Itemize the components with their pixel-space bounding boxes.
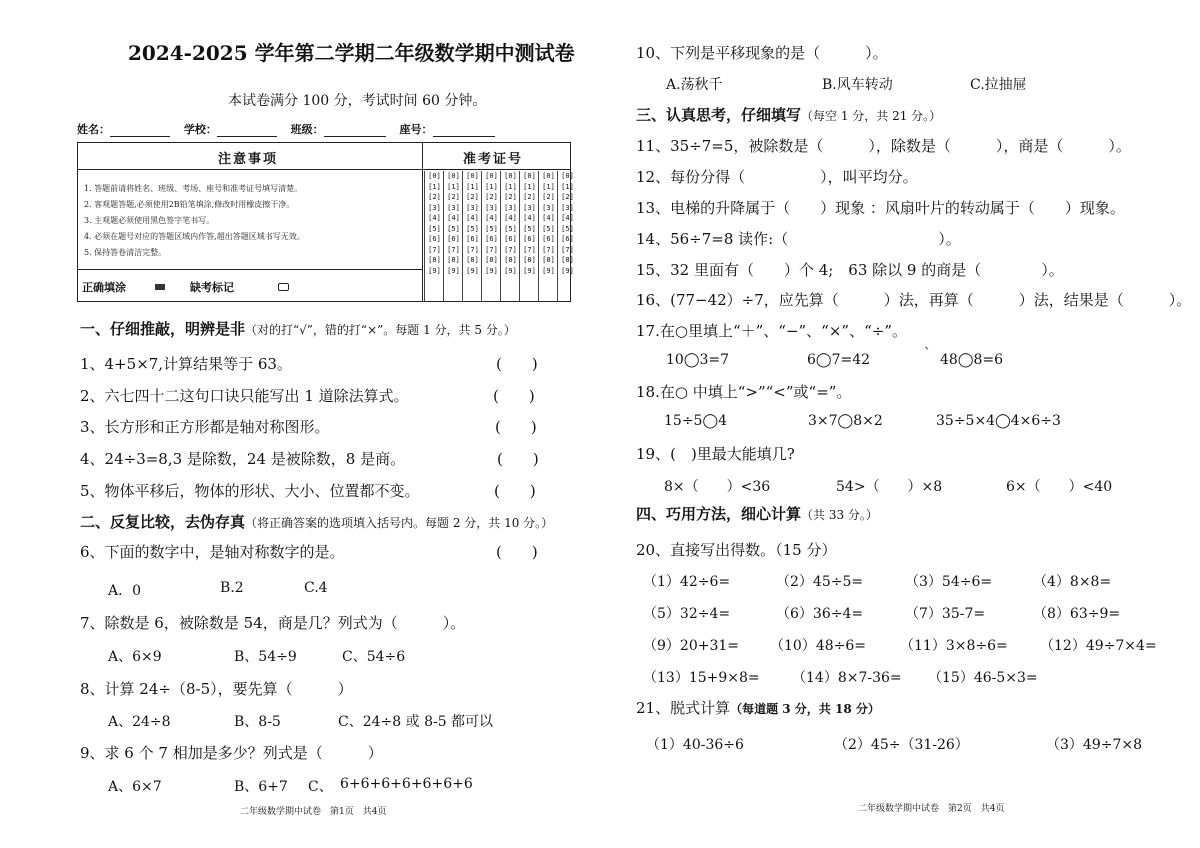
student-info-row bbox=[77, 121, 495, 137]
q6-option-c: C.4 bbox=[304, 580, 328, 596]
id-digit-bubble[interactable]: [1] bbox=[466, 182, 479, 191]
id-digit-bubble[interactable]: [5] bbox=[428, 224, 441, 233]
exam-id-header: 准考证号 bbox=[463, 152, 524, 167]
q19-item-1: 8×（ ）<36 bbox=[664, 479, 771, 495]
notice-rules-line bbox=[78, 269, 422, 270]
section4-heading bbox=[636, 503, 878, 524]
calc-item: （15）46-5×3= bbox=[928, 670, 1038, 686]
exam-subtitle: 本试卷满分 100 分，考试时间 60 分钟。 bbox=[228, 93, 487, 109]
notice-rules bbox=[84, 181, 305, 261]
calc-item: （9）20+31= bbox=[643, 638, 739, 654]
id-digit-bubble[interactable]: [5] bbox=[466, 224, 479, 233]
id-digit-bubble[interactable]: [7] bbox=[485, 245, 498, 254]
q10-option-b: B.风车转动 bbox=[822, 77, 893, 93]
school-label: 学校： bbox=[183, 123, 217, 136]
q9-option-b: B、6+7 bbox=[234, 779, 288, 795]
calc-item: （3）54÷6= bbox=[905, 574, 993, 590]
id-digit-bubble[interactable]: [2] bbox=[504, 193, 517, 201]
q21-item-1: （1）40-36÷6 bbox=[646, 737, 744, 753]
exam-id-grid bbox=[422, 169, 572, 303]
q18-item-3: 35÷5×4◯4×6÷3 bbox=[936, 413, 1061, 429]
q7-option-a: A、6×9 bbox=[108, 649, 162, 665]
id-digit-bubble[interactable]: [9] bbox=[561, 266, 574, 275]
id-digit-bubble[interactable]: [2] bbox=[485, 193, 498, 201]
school-field[interactable] bbox=[217, 124, 277, 137]
id-digit-bubble[interactable]: [0] bbox=[466, 172, 479, 180]
answer-paren-4[interactable]: ( ) bbox=[497, 450, 539, 468]
q17-item-2: 6◯7=42 bbox=[807, 352, 871, 368]
q8-option-a: A、24÷8 bbox=[108, 714, 171, 730]
id-digit-bubble[interactable]: [3] bbox=[485, 203, 498, 212]
id-column[interactable] bbox=[538, 171, 558, 301]
id-digit-bubble[interactable]: [0] bbox=[542, 172, 555, 180]
id-digit-bubble[interactable]: [4] bbox=[542, 214, 555, 222]
id-digit-bubble[interactable]: [3] bbox=[523, 203, 536, 212]
id-column[interactable] bbox=[443, 171, 463, 301]
id-digit-bubble[interactable]: [5] bbox=[561, 224, 574, 233]
calc-item: （5）32÷4= bbox=[643, 606, 731, 622]
calc-item: （4）8×8= bbox=[1033, 574, 1112, 590]
question-19: 19、( )里最大能填几? bbox=[636, 445, 795, 463]
q6-option-b: B.2 bbox=[220, 580, 244, 596]
seat-label: 座号： bbox=[399, 123, 433, 136]
id-column[interactable] bbox=[557, 171, 577, 301]
question-6: 6、下面的数字中，是轴对称数字的是。 bbox=[80, 543, 345, 561]
id-digit-bubble[interactable]: [4] bbox=[466, 214, 479, 222]
id-digit-bubble[interactable]: [0] bbox=[523, 172, 536, 180]
id-digit-bubble[interactable]: [4] bbox=[428, 214, 441, 222]
id-digit-bubble[interactable]: [4] bbox=[485, 214, 498, 222]
id-digit-bubble[interactable]: [6] bbox=[542, 235, 555, 243]
calc-item: （10）48÷6= bbox=[770, 638, 866, 654]
question-20: 20、直接写出得数。（15 分） bbox=[636, 541, 837, 559]
section2-title: 二、反复比较，去伪存真 bbox=[80, 513, 246, 531]
id-digit-bubble[interactable]: [8] bbox=[561, 256, 574, 264]
class-label: 班级： bbox=[290, 123, 324, 136]
id-digit-bubble[interactable]: [9] bbox=[523, 266, 536, 275]
question-1: 1、4+5×7,计算结果等于 63。 bbox=[80, 355, 292, 373]
id-digit-bubble[interactable]: [8] bbox=[523, 256, 536, 264]
question-21: 21、脱式计算 bbox=[636, 699, 731, 717]
id-digit-bubble[interactable]: [1] bbox=[447, 182, 460, 191]
question-10: 10、下列是平移现象的是（ ）。 bbox=[636, 44, 888, 62]
id-digit-bubble[interactable]: [0] bbox=[485, 172, 498, 180]
id-digit-bubble[interactable]: [5] bbox=[485, 224, 498, 233]
question-21-heading bbox=[636, 697, 880, 718]
id-digit-bubble[interactable]: [2] bbox=[466, 193, 479, 201]
q8-option-c: C、24÷8 或 8-5 都可以 bbox=[338, 714, 494, 730]
q21-item-3: （3）49÷7×8 bbox=[1046, 737, 1142, 753]
id-digit-bubble[interactable]: [9] bbox=[428, 266, 441, 275]
id-digit-bubble[interactable]: [5] bbox=[504, 224, 517, 233]
question-21-note: （每道题 3 分，共 18 分） bbox=[730, 702, 880, 716]
q18-item-1: 15÷5◯4 bbox=[664, 413, 728, 429]
id-digit-bubble[interactable]: [2] bbox=[523, 193, 536, 201]
correct-fill-sample bbox=[155, 284, 165, 290]
id-column[interactable] bbox=[500, 171, 520, 301]
q9-option-c: C、 bbox=[308, 779, 333, 795]
id-column[interactable] bbox=[519, 171, 539, 301]
calc-item: （11）3×8÷6= bbox=[900, 638, 1008, 654]
calc-item: （13）15+9×8= bbox=[643, 670, 760, 686]
id-digit-bubble[interactable]: [3] bbox=[504, 203, 517, 212]
id-digit-bubble[interactable]: [3] bbox=[428, 203, 441, 212]
question-12: 12、每份分得（ ），叫平均分。 bbox=[636, 168, 918, 186]
notice-rule: 4. 必须在题号对应的答题区域内作答,超出答题区域书写无效。 bbox=[84, 232, 305, 241]
id-digit-bubble[interactable]: [6] bbox=[561, 235, 574, 243]
id-digit-bubble[interactable]: [0] bbox=[561, 172, 574, 180]
id-digit-bubble[interactable]: [3] bbox=[542, 203, 555, 212]
question-9: 9、求 6 个 7 相加是多少？列式是（ ） bbox=[80, 744, 383, 762]
seat-field[interactable] bbox=[433, 124, 495, 137]
id-digit-bubble[interactable]: [9] bbox=[542, 266, 555, 275]
id-column[interactable] bbox=[462, 171, 482, 301]
id-digit-bubble[interactable]: [6] bbox=[523, 235, 536, 243]
question-15: 15、32 里面有（ ）个 4; 63 除以 9 的商是（ ）。 bbox=[636, 261, 1064, 279]
id-digit-bubble[interactable]: [1] bbox=[561, 182, 574, 191]
notice-box bbox=[77, 142, 574, 302]
question-2: 2、六七四十二这句口诀只能写出 1 道除法算式。 bbox=[80, 387, 409, 405]
id-digit-bubble[interactable]: [7] bbox=[504, 245, 517, 254]
page1-footer: 二年级数学期中试卷 第1页 共4页 bbox=[240, 807, 387, 817]
question-13: 13、电梯的升降属于（ ）现象 ：风扇叶片的转动属于（ ）现象。 bbox=[636, 199, 1125, 217]
id-digit-bubble[interactable]: [5] bbox=[542, 224, 555, 233]
id-digit-bubble[interactable]: [0] bbox=[447, 172, 460, 180]
q19-item-3: 6×（ ）<40 bbox=[1006, 479, 1113, 495]
q9-option-a: A、6×7 bbox=[108, 779, 162, 795]
id-digit-bubble[interactable]: [6] bbox=[428, 235, 441, 243]
id-digit-bubble[interactable]: [7] bbox=[447, 245, 460, 254]
id-digit-bubble[interactable]: [2] bbox=[447, 193, 460, 201]
q7-option-c: C、54÷6 bbox=[342, 649, 406, 665]
id-digit-bubble[interactable]: [8] bbox=[485, 256, 498, 264]
notice-rule: 1. 答题前请将姓名、班级、考场、座号和准考证号填写清楚。 bbox=[84, 184, 303, 193]
id-digit-bubble[interactable]: [4] bbox=[447, 214, 460, 222]
id-digit-bubble[interactable]: [6] bbox=[504, 235, 517, 243]
q17-stray-mark: ` bbox=[924, 346, 931, 362]
id-digit-bubble[interactable]: [2] bbox=[428, 193, 441, 201]
id-digit-bubble[interactable]: [0] bbox=[504, 172, 517, 180]
q6-option-a: A．0 bbox=[108, 583, 142, 599]
page-title: 2024-2025 学年第二学期二年级数学期中测试卷 bbox=[128, 41, 575, 65]
id-digit-bubble[interactable]: [9] bbox=[447, 266, 460, 275]
q17-item-1: 10◯3=7 bbox=[666, 352, 730, 368]
question-3: 3、长方形和正方形都是轴对称图形。 bbox=[80, 418, 330, 436]
id-digit-bubble[interactable]: [8] bbox=[542, 256, 555, 264]
id-digit-bubble[interactable]: [2] bbox=[542, 193, 555, 201]
id-digit-bubble[interactable]: [1] bbox=[542, 182, 555, 191]
notice-rule: 3. 主观题必须使用黑色签字笔书写。 bbox=[84, 216, 215, 225]
section4-title: 四、巧用方法，细心计算 bbox=[636, 505, 802, 523]
section3-title: 三、认真思考，仔细填写 bbox=[636, 106, 802, 124]
question-5: 5、物体平移后，物体的形状、大小、位置都不变。 bbox=[80, 482, 420, 500]
id-digit-bubble[interactable]: [8] bbox=[428, 256, 441, 264]
id-column[interactable] bbox=[424, 171, 444, 301]
id-digit-bubble[interactable]: [1] bbox=[428, 182, 441, 191]
id-digit-bubble[interactable]: [3] bbox=[466, 203, 479, 212]
notice-rule: 2. 客观题答题,必须使用2B铅笔填涂,修改时用橡皮擦干净。 bbox=[84, 200, 295, 209]
question-14: 14、56÷7=8 读作:（ ）。 bbox=[636, 230, 961, 248]
page2-footer: 二年级数学期中试卷 第2页 共4页 bbox=[858, 804, 1005, 814]
q9-option-c-value: 6+6+6+6+6+6+6 bbox=[340, 776, 473, 792]
answer-paren-5[interactable]: ( ) bbox=[494, 482, 536, 500]
section1-heading bbox=[80, 318, 516, 339]
id-digit-bubble[interactable]: [7] bbox=[523, 245, 536, 254]
id-digit-bubble[interactable]: [4] bbox=[523, 214, 536, 222]
id-digit-bubble[interactable]: [3] bbox=[447, 203, 460, 212]
id-digit-bubble[interactable]: [5] bbox=[523, 224, 536, 233]
section1-note: （对的打“√”，错的打“×”。每题 1 分，共 5 分。） bbox=[245, 323, 516, 337]
q21-item-2: （2）45÷（31-26） bbox=[834, 737, 969, 753]
id-digit-bubble[interactable]: [6] bbox=[447, 235, 460, 243]
calc-item: （8）63÷9= bbox=[1033, 606, 1121, 622]
section4-note: （共 33 分。） bbox=[801, 508, 878, 522]
id-column[interactable] bbox=[481, 171, 501, 301]
id-digit-bubble[interactable]: [4] bbox=[504, 214, 517, 222]
id-digit-bubble[interactable]: [4] bbox=[561, 214, 574, 222]
q19-item-2: 54>（ ）×8 bbox=[836, 479, 943, 495]
name-label: 姓名： bbox=[77, 123, 110, 136]
answer-paren-3[interactable]: ( ) bbox=[495, 418, 537, 436]
section1-title: 一、仔细推敲，明辨是非 bbox=[80, 320, 246, 338]
id-digit-bubble[interactable]: [8] bbox=[504, 256, 517, 264]
id-digit-bubble[interactable]: [5] bbox=[447, 224, 460, 233]
q7-option-b: B、54÷9 bbox=[234, 649, 297, 665]
answer-paren-1[interactable]: ( ) bbox=[496, 355, 538, 373]
id-digit-bubble[interactable]: [0] bbox=[428, 172, 441, 180]
id-digit-bubble[interactable]: [7] bbox=[561, 245, 574, 254]
q8-option-b: B、8-5 bbox=[234, 714, 281, 730]
absent-mark-checkbox[interactable] bbox=[278, 283, 289, 291]
q17-item-3: 48◯8=6 bbox=[940, 352, 1004, 368]
question-11: 11、35÷7=5，被除数是（ ），除数是（ ），商是（ ）。 bbox=[636, 137, 1131, 155]
id-digit-bubble[interactable]: [1] bbox=[504, 182, 517, 191]
id-digit-bubble[interactable]: [7] bbox=[542, 245, 555, 254]
q10-option-c: C.拉抽屉 bbox=[970, 77, 1027, 93]
correct-fill-label: 正确填涂 bbox=[82, 281, 126, 294]
id-digit-bubble[interactable]: [9] bbox=[466, 266, 479, 275]
absent-mark-label: 缺考标记 bbox=[190, 281, 234, 294]
id-digit-bubble[interactable]: [2] bbox=[561, 193, 574, 201]
class-field[interactable] bbox=[324, 124, 386, 137]
id-digit-bubble[interactable]: [6] bbox=[485, 235, 498, 243]
id-digit-bubble[interactable]: [7] bbox=[466, 245, 479, 254]
section3-heading bbox=[636, 104, 941, 125]
calc-item: （7）35-7= bbox=[905, 606, 986, 622]
notice-rule: 5. 保持答卷清洁完整。 bbox=[84, 248, 167, 257]
name-field[interactable] bbox=[110, 124, 170, 137]
calc-item: （6）36÷4= bbox=[776, 606, 864, 622]
section2-heading bbox=[80, 511, 553, 532]
answer-paren-2[interactable]: ( ) bbox=[493, 387, 535, 405]
question-18: 18.在○ 中填上“>”“<”或“=”。 bbox=[636, 383, 852, 401]
id-digit-bubble[interactable]: [1] bbox=[523, 182, 536, 191]
question-8: 8、计算 24÷（8-5），要先算（ ） bbox=[80, 680, 353, 698]
id-digit-bubble[interactable]: [9] bbox=[485, 266, 498, 275]
id-digit-bubble[interactable]: [3] bbox=[561, 203, 574, 212]
id-digit-bubble[interactable]: [8] bbox=[466, 256, 479, 264]
calc-item: （12）49÷7×4= bbox=[1040, 638, 1157, 654]
calc-item: （2）45÷5= bbox=[776, 574, 864, 590]
question-7: 7、除数是 6，被除数是 54，商是几？列式为（ ）。 bbox=[80, 614, 466, 632]
q10-option-a: A.荡秋千 bbox=[666, 77, 723, 93]
question-17: 17.在○里填上“＋”、“−”、“×”、“÷”。 bbox=[636, 322, 907, 340]
id-digit-bubble[interactable]: [6] bbox=[466, 235, 479, 243]
id-digit-bubble[interactable]: [1] bbox=[485, 182, 498, 191]
question-4: 4、24÷3=8,3 是除数，24 是被除数，8 是商。 bbox=[80, 450, 406, 468]
id-digit-bubble[interactable]: [8] bbox=[447, 256, 460, 264]
section2-note: （将正确答案的选项填入括号内。每题 2 分，共 10 分。） bbox=[245, 516, 554, 530]
calc-item: （14）8×7-36= bbox=[792, 670, 902, 686]
answer-paren-6[interactable]: ( ) bbox=[496, 543, 538, 561]
id-digit-bubble[interactable]: [7] bbox=[428, 245, 441, 254]
q18-item-2: 3×7◯8×2 bbox=[808, 413, 883, 429]
id-digit-bubble[interactable]: [9] bbox=[504, 266, 517, 275]
question-16: 16、(77−42）÷7，应先算（ ）法，再算（ ）法，结果是（ ）。 bbox=[636, 291, 1192, 309]
calc-item: （1）42÷6= bbox=[643, 574, 731, 590]
section3-note: （每空 1 分，共 21 分。） bbox=[801, 109, 942, 123]
notice-header: 注意事项 bbox=[218, 152, 279, 167]
